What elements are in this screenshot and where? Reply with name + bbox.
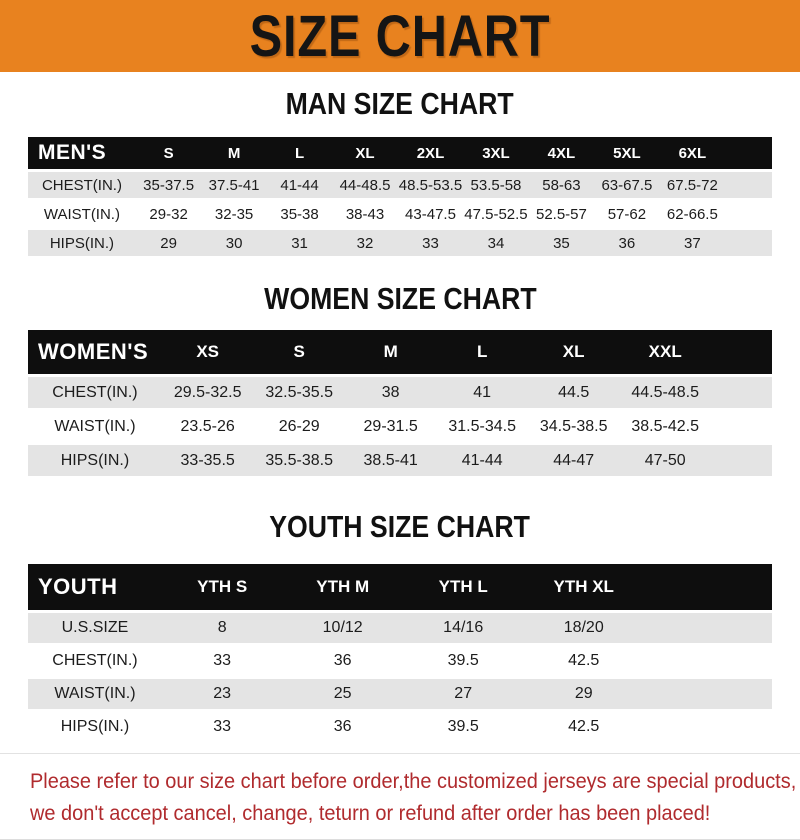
size-cell: 36	[282, 646, 403, 676]
column-header: XXL	[619, 330, 711, 374]
row-label: HIPS(IN.)	[28, 712, 162, 742]
mens-size-table	[28, 134, 772, 259]
table-row	[28, 230, 772, 256]
row-label: WAIST(IN.)	[28, 679, 162, 709]
size-cell: 67.5-72	[660, 172, 725, 198]
size-cell: 37	[660, 230, 725, 256]
size-cell: 44.5-48.5	[619, 377, 711, 408]
column-header: L	[267, 137, 332, 169]
size-cell: 58-63	[529, 172, 594, 198]
size-cell: 53.5-58	[463, 172, 528, 198]
table-row	[28, 646, 772, 676]
size-cell: 23	[162, 679, 283, 709]
size-cell: 25	[282, 679, 403, 709]
column-header: S	[136, 137, 201, 169]
banner-title: SIZE CHART	[249, 3, 551, 69]
column-header: XS	[162, 330, 254, 374]
size-cell: 35	[529, 230, 594, 256]
size-cell: 14/16	[403, 613, 524, 643]
row-label: HIPS(IN.)	[28, 230, 136, 256]
column-header: 3XL	[463, 137, 528, 169]
size-cell: 43-47.5	[398, 201, 463, 227]
youth-section	[0, 509, 800, 745]
table-corner-label: MEN'S	[28, 137, 136, 169]
table-row	[28, 445, 772, 476]
column-header: XL	[528, 330, 620, 374]
size-cell: 36	[594, 230, 659, 256]
table-corner-label: YOUTH	[28, 564, 162, 610]
column-header: M	[345, 330, 437, 374]
table-row	[28, 377, 772, 408]
column-header: YTH L	[403, 564, 524, 610]
table-row	[28, 712, 772, 742]
mens-header-row	[28, 137, 772, 169]
womens-header-row	[28, 330, 772, 374]
spacer-cell	[725, 172, 772, 198]
table-row	[28, 411, 772, 442]
size-cell: 31	[267, 230, 332, 256]
women-section	[0, 281, 800, 479]
size-cell: 29.5-32.5	[162, 377, 254, 408]
size-cell: 48.5-53.5	[398, 172, 463, 198]
size-cell: 38-43	[332, 201, 397, 227]
size-cell: 41	[436, 377, 528, 408]
size-cell: 30	[201, 230, 266, 256]
column-header: YTH XL	[523, 564, 644, 610]
spacer-cell	[644, 646, 772, 676]
table-row	[28, 201, 772, 227]
spacer-cell	[725, 201, 772, 227]
size-cell: 32.5-35.5	[253, 377, 345, 408]
men-section-heading	[0, 86, 800, 122]
youth-section-heading-text: YOUTH SIZE CHART	[269, 509, 531, 544]
spacer-cell	[644, 712, 772, 742]
column-header: M	[201, 137, 266, 169]
size-cell: 34	[463, 230, 528, 256]
banner	[0, 0, 800, 72]
table-row	[28, 679, 772, 709]
size-cell: 10/12	[282, 613, 403, 643]
size-cell: 8	[162, 613, 283, 643]
size-cell: 38	[345, 377, 437, 408]
size-cell: 63-67.5	[594, 172, 659, 198]
column-header: L	[436, 330, 528, 374]
size-cell: 29-31.5	[345, 411, 437, 442]
row-label: HIPS(IN.)	[28, 445, 162, 476]
column-header: YTH S	[162, 564, 283, 610]
column-header: XL	[332, 137, 397, 169]
table-corner-label: WOMEN'S	[28, 330, 162, 374]
table-row	[28, 172, 772, 198]
size-cell: 39.5	[403, 646, 524, 676]
size-cell: 27	[403, 679, 524, 709]
size-cell: 26-29	[253, 411, 345, 442]
spacer-cell	[644, 564, 772, 610]
size-cell: 33	[398, 230, 463, 256]
youth-header-row	[28, 564, 772, 610]
size-cell: 42.5	[523, 712, 644, 742]
youth-size-table	[28, 561, 772, 745]
row-label: CHEST(IN.)	[28, 377, 162, 408]
size-cell: 57-62	[594, 201, 659, 227]
spacer-cell	[711, 330, 772, 374]
size-cell: 23.5-26	[162, 411, 254, 442]
size-cell: 32	[332, 230, 397, 256]
spacer-cell	[711, 377, 772, 408]
size-cell: 35-37.5	[136, 172, 201, 198]
women-section-heading	[0, 281, 800, 317]
spacer-cell	[711, 445, 772, 476]
size-cell: 44.5	[528, 377, 620, 408]
row-label: U.S.SIZE	[28, 613, 162, 643]
spacer-cell	[644, 679, 772, 709]
size-cell: 44-47	[528, 445, 620, 476]
size-cell: 41-44	[436, 445, 528, 476]
size-cell: 29	[136, 230, 201, 256]
size-cell: 36	[282, 712, 403, 742]
size-cell: 35.5-38.5	[253, 445, 345, 476]
row-label: CHEST(IN.)	[28, 172, 136, 198]
size-cell: 31.5-34.5	[436, 411, 528, 442]
spacer-cell	[644, 613, 772, 643]
men-section	[0, 86, 800, 259]
spacer-cell	[711, 411, 772, 442]
column-header: 4XL	[529, 137, 594, 169]
size-cell: 32-35	[201, 201, 266, 227]
footer-note	[0, 753, 800, 835]
size-cell: 33-35.5	[162, 445, 254, 476]
column-header: 2XL	[398, 137, 463, 169]
footer-note-line2: we don't accept cancel, change, teturn or refund after order has been placed!	[30, 802, 711, 825]
table-row	[28, 613, 772, 643]
size-cell: 42.5	[523, 646, 644, 676]
spacer-cell	[725, 230, 772, 256]
size-cell: 52.5-57	[529, 201, 594, 227]
size-cell: 38.5-42.5	[619, 411, 711, 442]
size-cell: 38.5-41	[345, 445, 437, 476]
youth-section-heading	[0, 509, 800, 545]
size-cell: 35-38	[267, 201, 332, 227]
size-cell: 37.5-41	[201, 172, 266, 198]
row-label: WAIST(IN.)	[28, 411, 162, 442]
footer-note-line1: Please refer to our size chart before order,the customized jerseys are special products,	[30, 770, 797, 793]
men-section-heading-text: MAN SIZE CHART	[285, 86, 515, 121]
size-cell: 44-48.5	[332, 172, 397, 198]
size-cell: 41-44	[267, 172, 332, 198]
size-cell: 47-50	[619, 445, 711, 476]
size-cell: 18/20	[523, 613, 644, 643]
row-label: CHEST(IN.)	[28, 646, 162, 676]
womens-size-table	[28, 327, 772, 479]
size-cell: 29	[523, 679, 644, 709]
size-cell: 29-32	[136, 201, 201, 227]
size-cell: 33	[162, 646, 283, 676]
size-cell: 62-66.5	[660, 201, 725, 227]
column-header: 6XL	[660, 137, 725, 169]
column-header: 5XL	[594, 137, 659, 169]
women-section-heading-text: WOMEN SIZE CHART	[263, 281, 537, 316]
size-cell: 47.5-52.5	[463, 201, 528, 227]
size-cell: 34.5-38.5	[528, 411, 620, 442]
column-header: YTH M	[282, 564, 403, 610]
column-header: S	[253, 330, 345, 374]
size-cell: 33	[162, 712, 283, 742]
size-cell: 39.5	[403, 712, 524, 742]
spacer-cell	[725, 137, 772, 169]
row-label: WAIST(IN.)	[28, 201, 136, 227]
